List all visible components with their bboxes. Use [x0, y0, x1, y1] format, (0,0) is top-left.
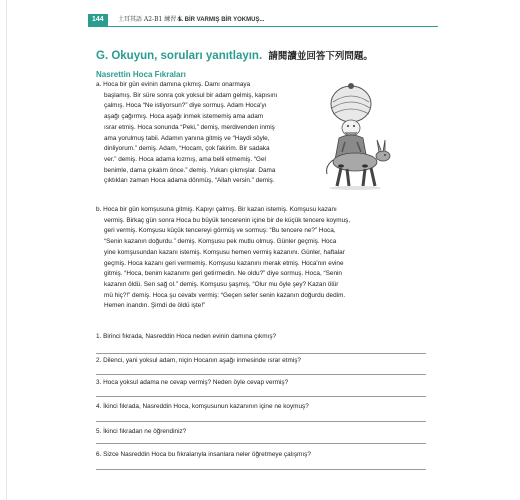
story-a-paragraph	[96, 80, 312, 187]
question-4: 4. İkinci fıkrada, Nasreddin Hoca, komşusunun kazanının içine ne koymuş?	[96, 403, 309, 410]
story-a-line: dinliyorum.” demiş. Adam, “Hocam, çok fakirim. Bir sadaka	[104, 145, 270, 153]
header-rule	[88, 26, 438, 27]
answer-line-5[interactable]	[96, 443, 426, 444]
story-b-line: b. Hoca bir gün komşusuna gitmiş. Kapıyı çalmış. Bir kazan istemiş. Komşusu kazanı	[96, 206, 337, 213]
story-b-line: vermiş. Birkaç gün sonra Hoca bu büyük tencerenin içine bir de küçük tencere koymuş,	[104, 216, 351, 224]
question-6: 6. Sizce Nasreddin Hoca bu fıkralarıyla insanlara neler öğretmeye çalışmış?	[96, 451, 311, 458]
story-b-line: gitmiş. “Hoca, benim kazanımı geri getirmedin. Ne oldu?” diye sormuş. Hoca, “Senin	[104, 270, 342, 278]
answer-line-1[interactable]	[96, 353, 426, 354]
story-a-line: a. Hoca bir gün evinin damına çıkmış. Damı onarmaya	[96, 81, 251, 88]
unit-title: 1. BİR VARMIŞ BİR YOKMUŞ...	[178, 17, 265, 23]
section-title-cn: 請閱讀並回答下列問題。	[268, 51, 373, 62]
answer-line-3[interactable]	[96, 396, 426, 397]
story-title: Nasrettin Hoca Fıkraları	[96, 70, 186, 79]
question-5: 5. İkinci fıkradan ne öğrendiniz?	[96, 428, 187, 435]
section-title-tr: G. Okuyun, soruları yanıtlayın.	[96, 50, 263, 62]
story-b-line: “Senin kazanın doğurdu.” demiş. Komşusu pek mutlu olmuş. Günler geçmiş. Hoca	[104, 238, 337, 246]
story-b-paragraph	[96, 205, 426, 312]
story-b-line: Hemen inandın. Şimdi de öldü işte!”	[104, 302, 206, 310]
story-a-line: ver.” demiş. Hoca adama kızmış, ama belli etmemiş. “Gel	[104, 155, 266, 163]
story-a-line: ama yorulmuş tabii. Adamın yanına gitmiş ve “Haydi söyle,	[104, 134, 270, 142]
story-a-line: çıktıkları zaman Hoca adama dönmüş, “Allah versin.” demiş.	[104, 177, 275, 185]
answer-line-4[interactable]	[96, 421, 426, 422]
answer-line-2[interactable]	[96, 374, 426, 375]
story-a-line: ısrar etmiş. Hoca sonunda “Peki,” demiş, merdivenden inmiş	[104, 123, 275, 131]
story-b-line: geri vermiş. Komşusu küçük tencereyi görmüş ve sormuş: “Bu tencere ne?” Hoca,	[104, 227, 336, 235]
question-1: 1. Birinci fıkrada, Nasreddin Hoca neden evinin damına çıkmış?	[96, 333, 277, 340]
story-a-line: benimle, dama çıkalım önce.” demiş. Yukarı çıkmışlar. Dama	[104, 166, 276, 174]
story-a-line: aşağı çağırmış. Hoca aşağı inmek istememiş ama adam	[104, 113, 264, 121]
question-2: 2. Dilenci, yani yoksul adam, niçin Hocanın aşağı inmesinde ısrar etmiş?	[96, 357, 301, 364]
story-a-line: başlamış. Bir süre sonra çok yoksul bir adam gelmiş, kapısını	[104, 91, 278, 99]
story-b-line: yine komşusundan kazanı istemiş. Komşusu hemen vermiş kazanını. Günler, haftalar	[104, 248, 345, 256]
section-title	[96, 48, 373, 62]
answer-line-6[interactable]	[96, 469, 426, 470]
story-b-line: mü hiç?!” demiş. Hoca şu cevabı vermiş: “Geçen sefer senin kazanın doğurdu dedim.	[104, 291, 346, 299]
page-number: 144	[88, 14, 108, 26]
page-header	[88, 14, 438, 26]
question-3: 3. Hoca yoksul adama ne cevap vermiş? Neden öyle cevap vermiş?	[96, 379, 289, 386]
story-b-line: geçmiş. Hoca kazanı geri vermemiş. Komşusu kazanını merak etmiş. Hoca'nın evine	[104, 259, 344, 267]
story-a-line: çalmış. Hoca “Ne istiyorsun?” diye sormuş. Adam Hoca'yı	[104, 102, 267, 110]
page-edge	[6, 0, 7, 500]
book-title: 土耳其語 A2-B1 練習本	[118, 16, 183, 23]
story-b-line: kazanın öldü. Sen sağ ol.” demiş. Komşusu şaşmış, “Olur mu öyle şey? Kazan ölür	[104, 280, 339, 288]
nasreddin-hoca-illustration	[315, 82, 395, 192]
